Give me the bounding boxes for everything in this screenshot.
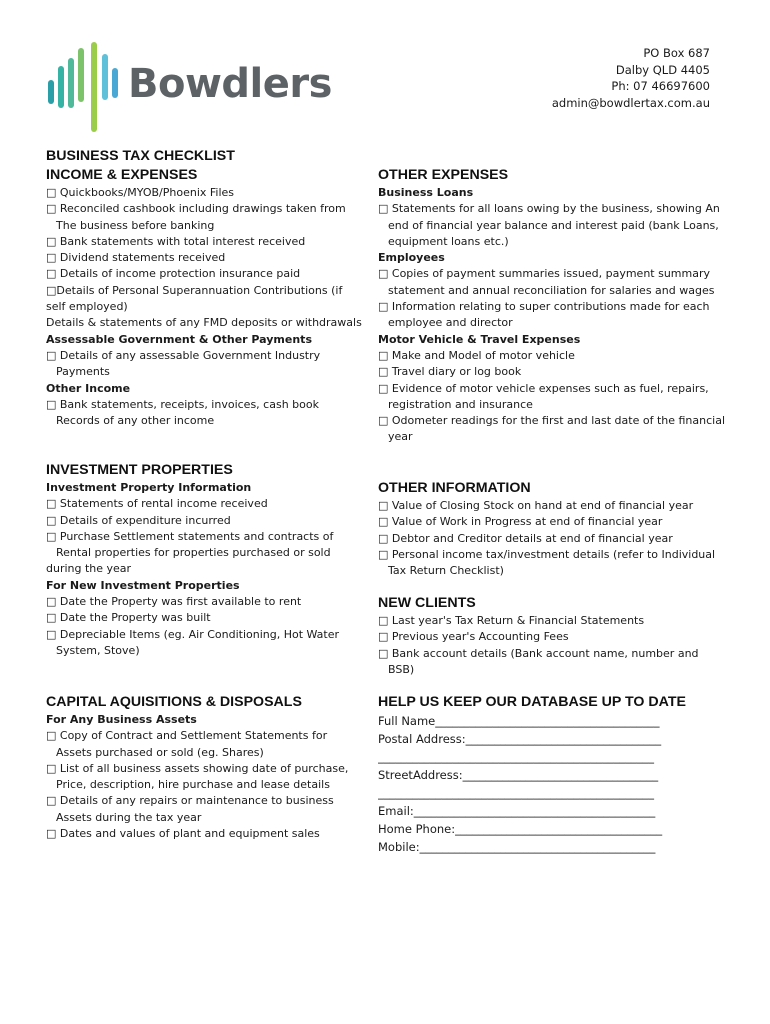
list-item: □ Date the Property was built: [46, 611, 211, 625]
list-item: □ Previous year's Accounting Fees: [378, 630, 569, 644]
mobile-field[interactable]: Mobile:_________________________________________: [378, 840, 656, 854]
subheading: Assessable Government & Other Payments: [46, 332, 312, 346]
list-item: □ Bank account details (Bank account name, number and BSB): [378, 646, 699, 676]
postal-address-line-2[interactable]: ________________________________________________: [378, 750, 654, 764]
street-address-line-2[interactable]: ________________________________________________: [378, 786, 654, 800]
list-item: □ Odometer readings for the first and last date of the financial year: [378, 414, 726, 444]
list-item: □ Value of Work in Progress at end of financial year: [378, 515, 663, 529]
other-information-heading: OTHER INFORMATION: [378, 480, 531, 496]
email-address: admin@bowdlertax.com.au: [551, 95, 710, 110]
list-item: □ Date the Property was first available to rent: [46, 595, 302, 609]
list-item: Rental properties for properties purchased or sold: [56, 546, 331, 560]
list-item: □ Travel diary or log book: [378, 365, 522, 379]
subheading: Other Income: [46, 381, 131, 395]
list-item: □ Dividend statements received: [46, 251, 226, 265]
list-item: □ Evidence of motor vehicle expenses such as fuel, repairs, registration and insurance: [378, 381, 709, 411]
subheading: Motor Vehicle & Travel Expenses: [378, 332, 581, 346]
income-heading: INCOME & EXPENSES: [46, 167, 198, 183]
list-item: □ Statements of rental income received: [46, 497, 268, 511]
list-item: □ Dates and values of plant and equipment sales: [46, 827, 320, 841]
street-address-field[interactable]: StreetAddress:__________________________________: [378, 768, 659, 782]
list-item: □ Details of income protection insurance paid: [46, 267, 301, 281]
investment-heading: INVESTMENT PROPERTIES: [46, 462, 233, 478]
subheading: For New Investment Properties: [46, 578, 240, 592]
list-item: Details & statements of any FMD deposits or withdrawals: [46, 316, 362, 330]
other-expenses-section: [378, 166, 728, 446]
po-box: PO Box 687: [643, 46, 710, 60]
subheading: For Any Business Assets: [46, 713, 197, 726]
list-item: □ Statements for all loans owing by the business, showing An end of financial year balance and interest paid (bank Loans, equipment loans etc.): [378, 202, 720, 248]
list-item: □ Bank statements, receipts, invoices, cash book Records of any other income: [46, 397, 319, 428]
list-item: □ Debtor and Creditor details at end of financial year: [378, 531, 673, 545]
postal-address-field[interactable]: Postal Address:__________________________________: [378, 732, 662, 746]
capital-heading: CAPITAL AQUISITIONS & DISPOSALS: [46, 694, 302, 710]
email-field[interactable]: Email:__________________________________________: [378, 804, 656, 818]
list-item: □ Details of any assessable Government Industry Payments: [46, 348, 321, 379]
new-clients-section: [378, 594, 728, 678]
list-item: □ Depreciable Items (eg. Air Conditioning, Hot Water System, Stove): [46, 627, 340, 657]
list-item: □Details of Personal Superannuation Contributions (if self employed): [46, 283, 343, 314]
home-phone-field[interactable]: Home Phone:____________________________________: [378, 822, 663, 836]
list-item: □ Copies of payment summaries issued, payment summary statement and annual reconciliation for salaries and wages: [378, 267, 715, 297]
list-item: □ Reconciled cashbook including drawings taken from The business before banking: [46, 202, 346, 232]
checklist-title: BUSINESS TAX CHECKLIST: [46, 148, 235, 164]
subheading: Investment Property Information: [46, 481, 252, 494]
phone: Ph: 07 46697600: [611, 79, 710, 93]
other-expenses-heading: OTHER EXPENSES: [378, 167, 509, 183]
contact-block: [552, 45, 710, 111]
list-item: □ Personal income tax/investment details (refer to Individual Tax Return Checklist): [378, 547, 716, 578]
city: Dalby QLD 4405: [615, 62, 710, 77]
income-section: [46, 147, 364, 429]
capital-section: [46, 693, 364, 842]
list-item: □ Value of Closing Stock on hand at end of financial year: [378, 499, 694, 512]
list-item: □ Details of any repairs or maintenance to business Assets during the tax year: [46, 794, 334, 824]
subheading: Business Loans: [378, 186, 474, 199]
other-information-section: [378, 479, 728, 579]
list-item: during the year: [46, 562, 132, 576]
database-heading: HELP US KEEP OUR DATABASE UP TO DATE: [378, 694, 686, 710]
subheading: Employees: [378, 251, 445, 265]
list-item: □ Details of expenditure incurred: [46, 513, 231, 527]
list-item: □ Information relating to super contributions made for each employee and director: [378, 300, 710, 330]
list-item: □ List of all business assets showing date of purchase, Price, description, hire purchase and lease details: [46, 761, 349, 792]
investment-section: [46, 461, 364, 659]
database-section: [378, 693, 728, 856]
full-name-field[interactable]: Full Name_______________________________________: [378, 714, 660, 728]
brand-name: Bowdlers: [128, 61, 332, 107]
list-item: □ Copy of Contract and Settlement Statements for Assets purchased or sold (eg. Shares): [46, 729, 328, 759]
list-item: □ Purchase Settlement statements and contracts of: [46, 529, 334, 543]
new-clients-heading: NEW CLIENTS: [378, 595, 476, 611]
list-item: □ Bank statements with total interest received: [46, 234, 306, 248]
list-item: □ Last year's Tax Return & Financial Statements: [378, 614, 645, 627]
list-item: □ Quickbooks/MYOB/Phoenix Files: [46, 186, 235, 199]
list-item: □ Make and Model of motor vehicle: [378, 348, 575, 362]
